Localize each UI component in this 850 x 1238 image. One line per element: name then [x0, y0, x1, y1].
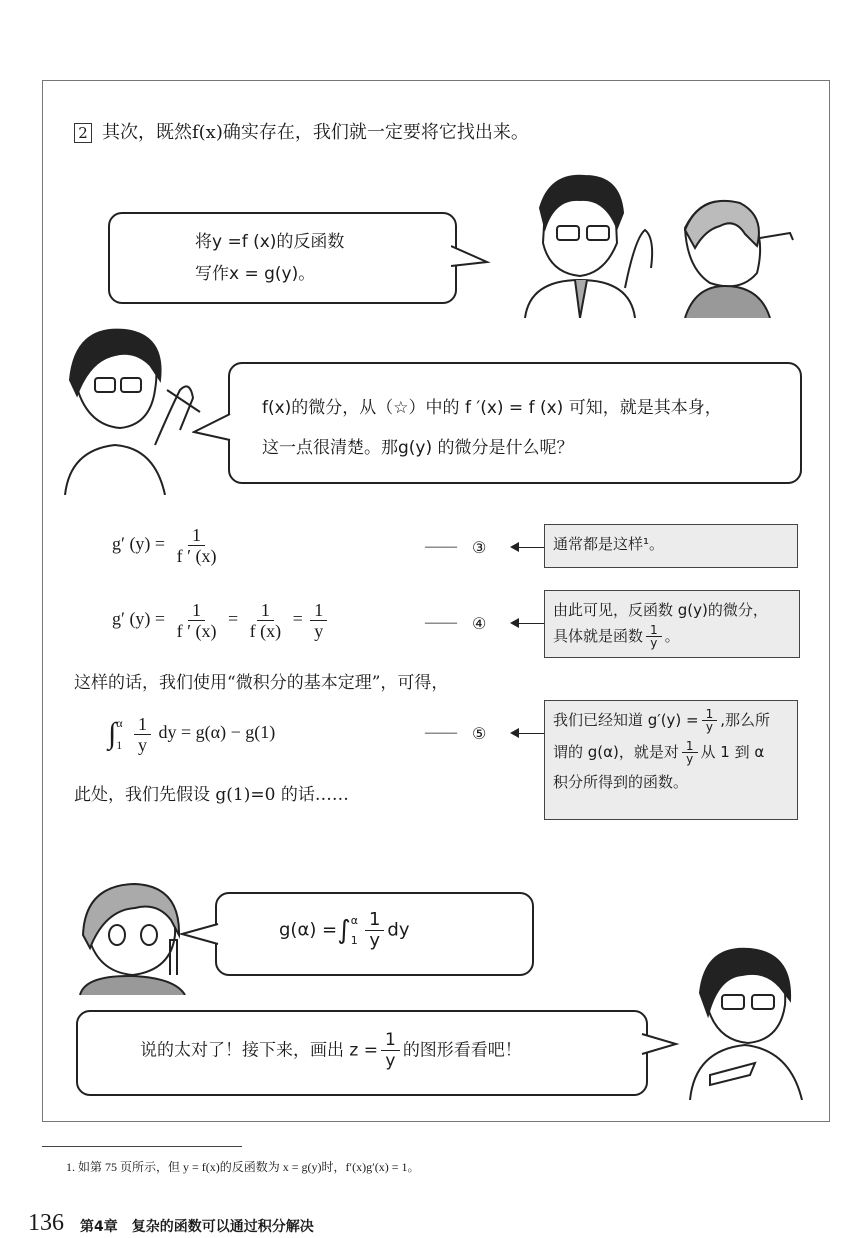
bubble1-tail [451, 242, 491, 272]
eq3-numerator: 1 [188, 525, 205, 546]
eq3-dash: —— [425, 538, 457, 555]
eq4-num1: 1 [188, 600, 205, 621]
equation-4 [112, 600, 330, 641]
eq4-label: ④ [472, 616, 487, 633]
note4-line2a: 具体就是函数 [553, 627, 644, 645]
note-integral-meaning [544, 700, 798, 820]
eq4-dash: —— [425, 614, 457, 631]
eq3-arrow-head-icon [510, 542, 519, 552]
bubble3-lhs: g(α) = [279, 919, 338, 941]
eq5-den: y [138, 734, 148, 755]
eq4-eq1: = [228, 608, 239, 629]
bubble1-line1: 将y =f (x)的反函数 [195, 232, 345, 252]
eq4-eq2: = [292, 608, 303, 629]
note4-line2b: 。 [664, 627, 680, 645]
eq5-num: 1 [134, 714, 151, 735]
bubble1-line2: 写作x = g(y)。 [195, 264, 316, 284]
note4-frac-den: y [650, 636, 658, 650]
note5-frac2-num: 1 [682, 740, 698, 753]
bubble2-line1: f(x)的微分，从（☆）中的 f ′(x) = f (x) 可知，就是其本身， [262, 398, 722, 418]
bubble3-den: y [369, 930, 380, 951]
note5-frac2-den: y [686, 752, 694, 766]
eq4-arrow-line [516, 623, 544, 624]
eq4-den2: f (x) [249, 621, 282, 641]
eq5-arrow-line [516, 733, 544, 734]
eq5-arrow-head-icon [510, 728, 519, 738]
note5-line1b: ,那么所 [720, 711, 771, 729]
footnote-rule [42, 1146, 242, 1147]
eq4-den3: y [314, 621, 324, 641]
eq4-num3: 1 [310, 600, 327, 621]
bubble3-upper: α [350, 913, 358, 927]
bubble3-rhs: dy [387, 919, 410, 941]
teacher-pointing-illustration [680, 945, 810, 1100]
eq5-dash: —— [425, 724, 457, 741]
footnote: 1. 如第 75 页所示，但 y = f(x)的反函数为 x = g(y)时，f′(x)g′(x) = 1。 [66, 1160, 420, 1174]
bubble3-tail [180, 920, 220, 950]
speech-bubble-draw-graph [76, 1010, 648, 1096]
section-number: 2 [74, 123, 92, 143]
speech-bubble-g-alpha [215, 892, 534, 976]
paragraph-fundamental-theorem: 这样的话，我们使用“微积分的基本定理”，可得， [74, 673, 449, 693]
eq4-lhs: g′ (y) = [112, 608, 166, 629]
eq4-num2: 1 [257, 600, 274, 621]
equation-5 [108, 712, 275, 756]
eq4-arrow-head-icon [510, 618, 519, 628]
bubble4-tail [640, 1030, 680, 1060]
bubble4-suffix: 的图形看看吧！ [402, 1040, 522, 1061]
note5-line2b: 从 1 到 α [700, 743, 765, 761]
page-number: 136 [28, 1210, 64, 1236]
bubble4-prefix: 说的太对了！接下来，画出 z = [140, 1040, 378, 1061]
note5-line1a: 我们已经知道 g′(y) = [553, 711, 699, 729]
eq3-label: ③ [472, 540, 487, 557]
note5-line3: 积分所得到的函数。 [553, 773, 689, 791]
bubble2-line2: 这一点很清楚。那g(y) 的微分是什么呢？ [262, 438, 574, 458]
eq5-integral-sign: ∫ [108, 717, 117, 750]
speech-bubble-derivative-question [228, 362, 802, 484]
eq5-label: ⑤ [472, 726, 487, 743]
speech-bubble-inverse-function [108, 212, 457, 304]
bubble3-lower: 1 [350, 933, 358, 947]
bubble4-num: 1 [381, 1030, 400, 1051]
eq5-rhs: dy = g(α) − g(1) [158, 722, 276, 743]
bubble3-formula [279, 910, 409, 951]
section-heading [74, 118, 529, 144]
note4-line1: 由此可见，反函数 g(y)的微分， [553, 601, 768, 619]
eq4-den1: f ′ (x) [176, 621, 217, 641]
eq3-arrow-line [516, 547, 544, 548]
paragraph-assumption: 此处，我们先假设 g(1)=0 的话…… [74, 785, 349, 805]
bubble4-den: y [385, 1051, 396, 1071]
note4-frac-num: 1 [646, 624, 662, 637]
note-usually [544, 524, 798, 568]
bubble3-num: 1 [365, 910, 384, 931]
eq5-lower: 1 [116, 738, 123, 752]
note3-text: 通常都是这样¹。 [553, 535, 665, 553]
bubble4-text [140, 1030, 522, 1071]
chapter-title: 第4章 复杂的函数可以通过积分解决 [80, 1219, 314, 1235]
bubble3-integral-sign: ∫ [337, 915, 351, 946]
bubble2-tail [192, 410, 232, 444]
eq5-upper: α [116, 716, 123, 730]
teacher-and-student-illustration [505, 168, 805, 318]
eq3-denominator: f ′ (x) [176, 546, 217, 566]
note5-line2a: 谓的 g(α)，就是对 [553, 743, 679, 761]
note-derivative-result [544, 590, 800, 658]
equation-3 [112, 525, 224, 566]
eq3-lhs: g′ (y) = [112, 533, 166, 554]
boy-illustration [55, 320, 215, 495]
note5-frac1-den: y [705, 720, 713, 734]
note5-frac1-num: 1 [702, 708, 718, 721]
section-heading-text: 其次，既然f(x)确实存在，我们就一定要将它找出来。 [102, 122, 529, 143]
